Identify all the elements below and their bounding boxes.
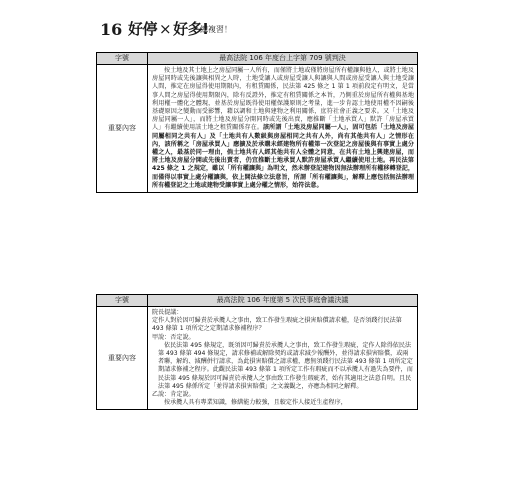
judgment-text-bold: 該所謂「土地及房屋同屬一人」，固可包括「土地及房屋同屬相同之共有人」及「土地共有人數級與房屋相同之共有人外，尚有其他共有人」之情形在內，該所稱之「房屋承買人」應擴及於承購未經建物所有權第一次登記之房屋後與有事實上處分權之人，最基於同一理由，倘土地共有人經其他共有人全體之同意，在共有土地上興建房屋，而將土地及房屋分開或先後出賣者，仍宜推斷土地承買人默許房屋承買人繼續使用土地。再民法第 425 條之 1 之規定，雖以「所有權讓與」為明文，然未辦登記建物因無法辦理所有權移轉登記，而僅得以事實上處分權讓與，依上開法條立法意旨，所謂「所有權讓與」，解釋上應包括無法辦理所有權登記之土地或建物受讓事實上處分權之情形，始符法意。 — [152, 124, 415, 189]
judgment-content — [148, 65, 417, 192]
minutes-line: 定作人對於因可歸責於承攬人之事由，致工作發生瑕疵之損害賠償請求權，是否須踐行民法第 493 條第 1 項所定之定期請求修補程序？ — [152, 317, 402, 333]
brand-subtitle: 總複習！ — [200, 25, 232, 34]
judgment-text-normal: 按土地及其土地上之房屋同屬一人所有，而僅將土地或僅將房屋所有權讓與他人，或將土地及房屋同時或先後讓與相異之人時，土地受讓人或房屋受讓人與讓與人間或房屋受讓人與土地受讓人間，推定在房屋得使用期限內，有租賃關係，民法第 425 條之 1 第 1 項前段定有明文，是當事人間之房屋得使用期限內，除有反證外，推定有租賃關係之本旨，乃側重於房屋所有權與基地利用權一體化之體現，並基於房屋既得使用權保護原則之考量，進一步肯認土地使用權不因嗣後基礎原因之變動而受影響，藉以調和土地與建物之利用關係，庶符社會正義之要求。又「土地及房屋同屬一人」，而將土地及房屋分開同時或先後出賣，應推斷「土地承買人」默許「房屋承買人」有繼續使用該土地之租賃關係存在。 — [152, 67, 414, 132]
resolution-table-header — [97, 295, 417, 307]
brand-part1: 好停 — [128, 20, 158, 38]
judgment-row — [97, 65, 417, 192]
row-label: 重要內容 — [97, 307, 148, 409]
resolution-table — [96, 294, 418, 410]
resolution-title: 最高法院 106 年度第 5 次民事庭會議決議 — [216, 296, 349, 304]
minutes-line: 乙說：肯定說。 — [152, 391, 195, 399]
minutes-line: 依民法第 495 條規定，既須因可歸責於承攬人之事由，致工作發生瑕疵，定作人除得依民法第 493 條第 494 條規定，請求修補或解除契約或請求減少報酬外，並得請求損害賠償，或兩者聯，解約、減酬併行請求，為此損害賠償之請求權，應無須踐行民法第 493 條第 1 項所定定期請求修補之程序。此觀民法第 493 條第 1 項所定工作有瑕疵而不以承攬人有過失為要件，而民法第 495 條規於因可歸責於承攬人之事由致工作發生瑕疵者，始有其適用之法意自明。且民法第 495 條係所定「並得請求損害賠償」之文義觀之，亦應為相同之解釋。 — [158, 341, 413, 390]
minutes-line: 院長提議： — [152, 309, 183, 316]
row-label: 重要內容 — [97, 65, 148, 192]
col-label: 字號 — [97, 53, 148, 64]
brand-cross: × — [159, 20, 172, 38]
minutes-line: 按承攬人具有專業知識，修繕能力較強，且較定作人接近生產程序， — [164, 399, 347, 407]
brand-logo — [128, 18, 208, 39]
judgment-table-header — [97, 53, 417, 65]
resolution-content — [148, 307, 417, 409]
resolution-row — [97, 307, 417, 409]
col-label: 字號 — [97, 295, 148, 306]
judgment-table — [96, 52, 418, 193]
brand-part2: 好多! — [173, 20, 209, 38]
judgment-title: 最高法院 106 年度台上字第 709 號判決 — [219, 54, 346, 62]
minutes-line: 甲說：否定說。 — [152, 333, 195, 341]
page-number: 16 — [100, 20, 123, 39]
